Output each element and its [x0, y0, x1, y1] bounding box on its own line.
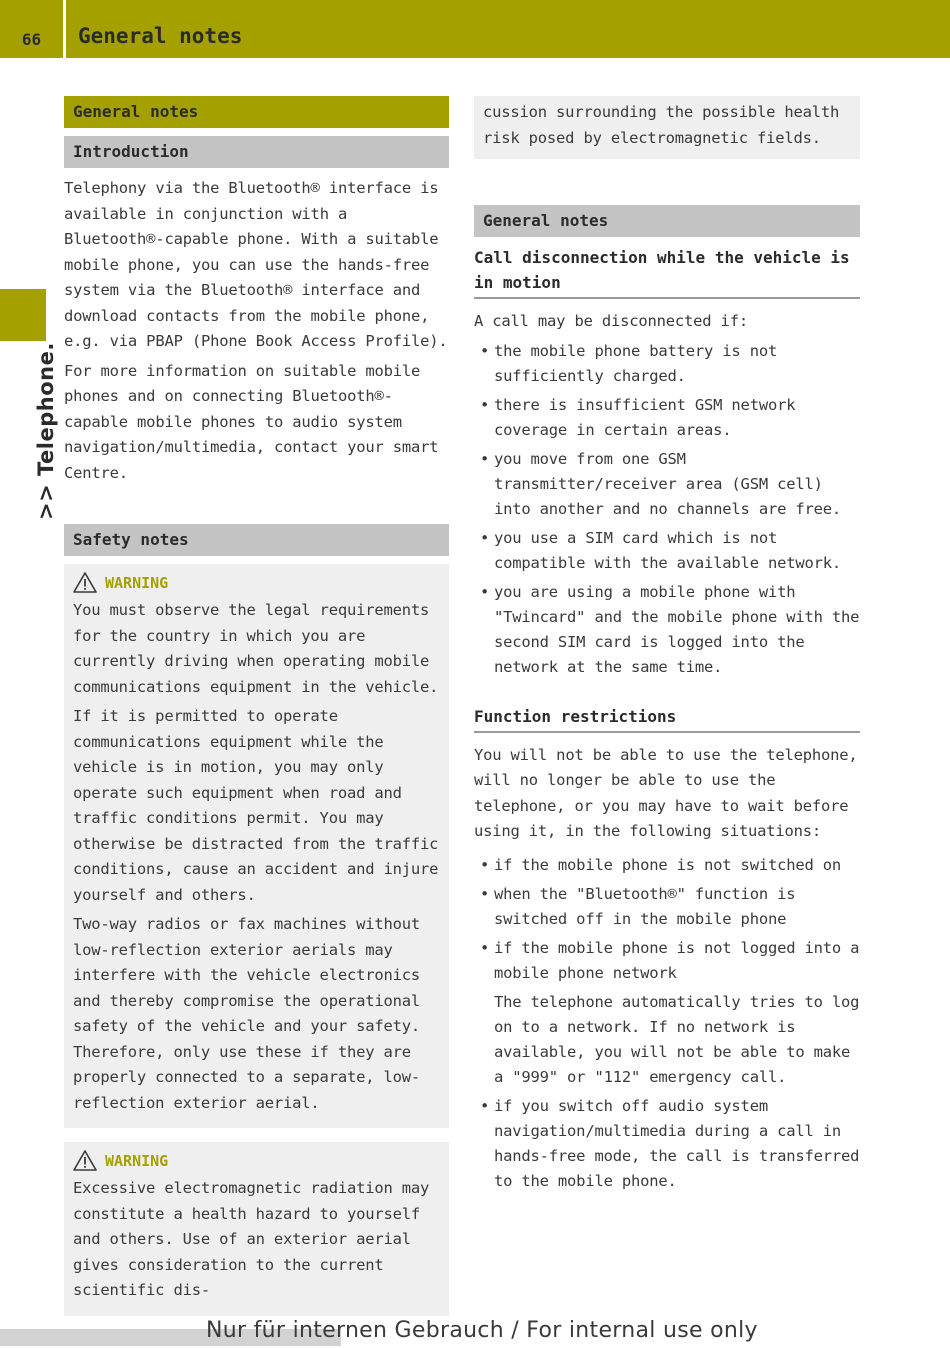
warning-label: WARNING: [105, 574, 169, 592]
warning-paragraph-1: You must observe the legal requirements for the country in which you are currently driving when operating mobile communications equipment in the vehicle.: [73, 601, 439, 696]
warning-paragraph-1: Excessive electromagnetic radiation may constitute a health hazard to yourself and others. Use of an exterior aerial gives consideration to the current scientific dis-: [73, 1179, 430, 1299]
list-item: • the mobile phone battery is not sufficiently charged.: [474, 339, 860, 389]
intro-paragraph-2: For more information on suitable mobile phones and on connecting Bluetooth®-capable mobile phones to audio system navigation/multimedia, contact your smart Centre.: [64, 361, 439, 482]
introduction-heading: Introduction: [64, 136, 449, 168]
function-restrictions-list: [474, 853, 860, 1194]
function-restrictions-intro: You will not be able to use the telephone, will no longer be able to use the telephone, or you may have to wait before using it, in the following situations:: [474, 745, 858, 840]
left-column: [64, 96, 449, 1316]
warning-header: [73, 1148, 440, 1174]
list-item: • you are using a mobile phone with "Twincard" and the mobile phone with the second SIM card is logged into the network at the same time.: [474, 580, 860, 680]
warning-box-radiation-legal: [64, 564, 449, 1128]
warning-box-electromagnetic: [64, 1142, 449, 1316]
list-item: • if the mobile phone is not switched on: [474, 853, 860, 878]
page-number: 66: [21, 30, 42, 49]
header-divider: [63, 0, 66, 58]
footer-internal-use-notice: Nur für internen Gebrauch / For internal use only: [206, 1318, 758, 1343]
list-item-text: if the mobile phone is not logged into a mobile phone network: [494, 938, 860, 982]
warning-header: [73, 570, 440, 596]
general-notes-subheading: General notes: [474, 205, 860, 237]
page-header: [0, 0, 950, 58]
list-item-note: The telephone automatically tries to log on to a network. If no network is available, you will not be able to make a "999" or "112" emergency call.: [494, 992, 860, 1086]
call-disconnection-intro: A call may be disconnected if:: [474, 312, 748, 330]
warning-continued-text: cussion surrounding the possible health risk posed by electromagnetic fields.: [483, 103, 840, 147]
warning-paragraph-2: If it is permitted to operate communications equipment while the vehicle is in motion, you may only operate such equipment when road and traffic conditions permit. You may otherwise be distracted from the traffic conditions, cause an accident and injure yourself and others.: [73, 707, 439, 904]
call-disconnection-heading: Call disconnection while the vehicle is in motion: [474, 245, 860, 299]
side-section-label: >> Telephone.: [34, 342, 58, 520]
warning-label: WARNING: [105, 1152, 169, 1170]
function-restrictions-heading: Function restrictions: [474, 704, 860, 733]
list-item: [474, 936, 860, 1090]
warning-box-continued: [474, 96, 860, 159]
header-title: General notes: [78, 24, 243, 48]
list-item: • if you switch off audio system navigation/multimedia during a call in hands-free mode, the call is transferred to the mobile phone.: [474, 1094, 860, 1194]
warning-triangle-icon: [73, 572, 97, 593]
warning-triangle-icon: [73, 1150, 97, 1171]
safety-notes-heading: Safety notes: [64, 524, 449, 556]
warning-paragraph-3: Two-way radios or fax machines without low-reflection exterior aerials may interfere with the vehicle electronics and thereby compromise the operational safety of the vehicle and your safety. Therefore, only use these if they are properly connected to a separate, low-reflection exterior aerial.: [73, 915, 421, 1112]
list-item: • you move from one GSM transmitter/receiver area (GSM cell) into another and no channels are free.: [474, 447, 860, 522]
side-tab-marker: [0, 289, 46, 341]
call-disconnection-list: [474, 339, 860, 680]
general-notes-heading: General notes: [64, 96, 449, 128]
list-item: • when the "Bluetooth®" function is switched off in the mobile phone: [474, 882, 860, 932]
list-item: • there is insufficient GSM network coverage in certain areas.: [474, 393, 860, 443]
intro-paragraph-1: Telephony via the Bluetooth® interface is available in conjunction with a Bluetooth®-capable phone. With a suitable mobile phone, you can use the hands-free system via the Bluetooth® interface and download contacts from the mobile phone, e.g. via PBAP (Phone Book Access Profile).: [64, 179, 448, 350]
list-item: • you use a SIM card which is not compatible with the available network.: [474, 526, 860, 576]
right-column: [474, 96, 860, 1198]
